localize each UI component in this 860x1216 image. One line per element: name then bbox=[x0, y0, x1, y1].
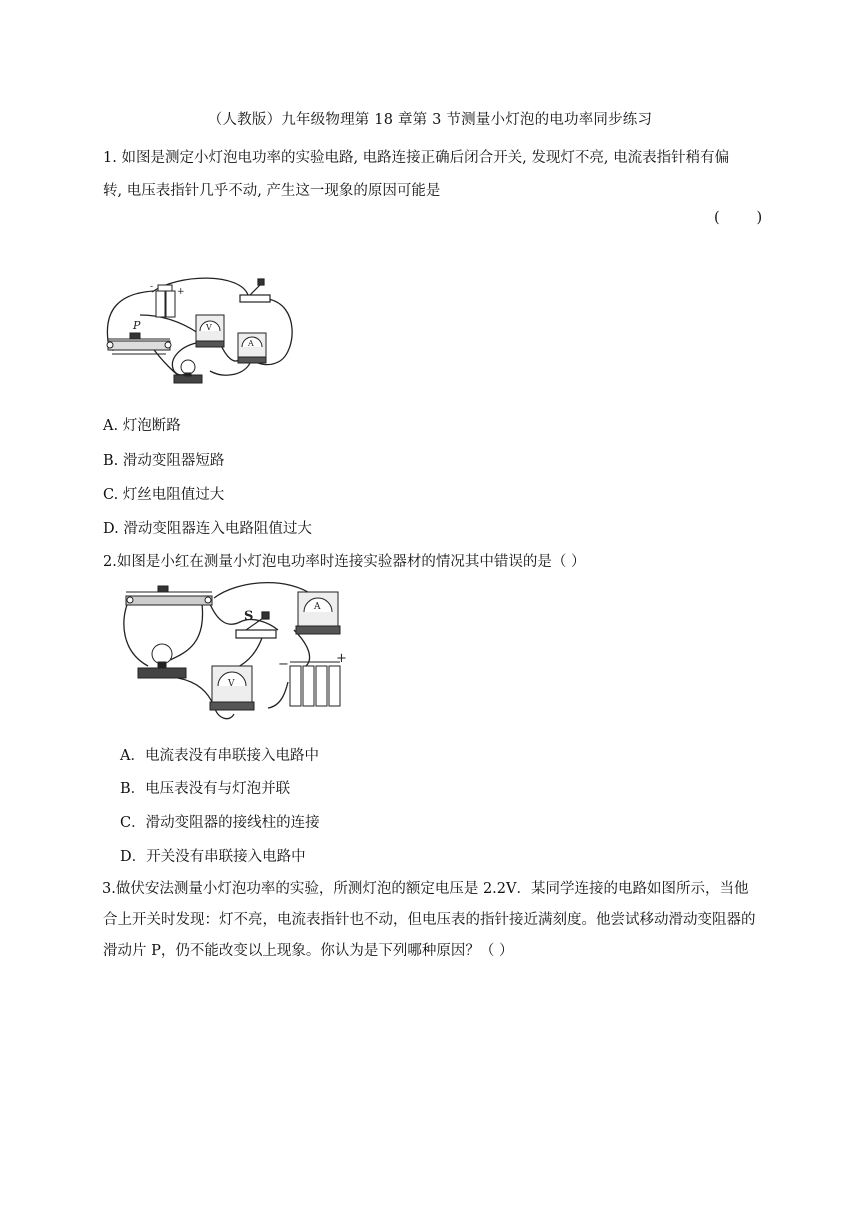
battery-minus-label: − bbox=[278, 657, 289, 672]
q2-option-c: C．滑动变阻器的接线柱的连接 bbox=[120, 815, 320, 831]
bulb-icon bbox=[138, 644, 186, 678]
battery-minus-label: - bbox=[150, 282, 154, 292]
q1-option-d: D. 滑动变阻器连入电路阻值过大 bbox=[103, 521, 312, 537]
q1-answer-bracket: ( ) bbox=[714, 210, 763, 226]
battery-icon bbox=[290, 662, 340, 706]
q1-option-c: C. 灯丝电阻值过大 bbox=[103, 487, 225, 503]
bulb-icon bbox=[174, 360, 202, 383]
ammeter-icon bbox=[296, 592, 340, 634]
q1-stem-line1: 1. 如图是测定小灯泡电功率的实验电路, 电路连接正确后闭合开关, 发现灯不亮, 电流表指针稍有偏 bbox=[103, 150, 730, 166]
q1-option-a: A. 灯泡断路 bbox=[103, 418, 181, 434]
switch-label: S bbox=[244, 609, 254, 624]
page-title: （人教版）九年级物理第 18 章第 3 节测量小灯泡的电功率同步练习 bbox=[207, 112, 653, 128]
q2-option-d: D．开关没有串联接入电路中 bbox=[120, 849, 306, 865]
battery-icon bbox=[156, 285, 175, 317]
rheostat-icon bbox=[126, 586, 212, 605]
slider-label: P bbox=[133, 319, 141, 332]
voltmeter-label: V bbox=[228, 679, 235, 689]
switch-icon bbox=[240, 279, 270, 302]
q3-stem: 3.做伏安法测量小灯泡功率的实验，所测灯泡的额定电压是 2.2V．某同学连接的电路如图所示，当他合上开关时发现：灯不亮，电流表指针也不动，但电压表的指针接近满刻度。他尝试移动滑动变阻器的滑动片 P，仍不能改变以上现象。你认为是下列哪种原因？（ ） bbox=[102, 881, 756, 959]
q2-stem: 2.如图是小红在测量小灯泡电功率时连接实验器材的情况其中错误的是（ ） bbox=[103, 554, 586, 570]
voltmeter-label: V bbox=[206, 323, 212, 332]
q2-circuit-figure bbox=[118, 582, 358, 732]
ammeter-label: A bbox=[314, 602, 321, 612]
battery-plus-label: + bbox=[336, 651, 347, 666]
q2-option-a: A．电流表没有串联接入电路中 bbox=[120, 748, 319, 764]
q1-option-b: B. 滑动变阻器短路 bbox=[103, 453, 225, 469]
q1-circuit-figure bbox=[100, 275, 300, 393]
q1-stem-line2: 转, 电压表指针几乎不动, 产生这一现象的原因可能是 bbox=[103, 183, 441, 199]
battery-plus-label: + bbox=[177, 287, 185, 297]
q2-option-b: B．电压表没有与灯泡并联 bbox=[120, 781, 291, 797]
ammeter-icon bbox=[238, 333, 266, 363]
rheostat-icon bbox=[107, 333, 171, 354]
ammeter-label: A bbox=[248, 339, 254, 348]
